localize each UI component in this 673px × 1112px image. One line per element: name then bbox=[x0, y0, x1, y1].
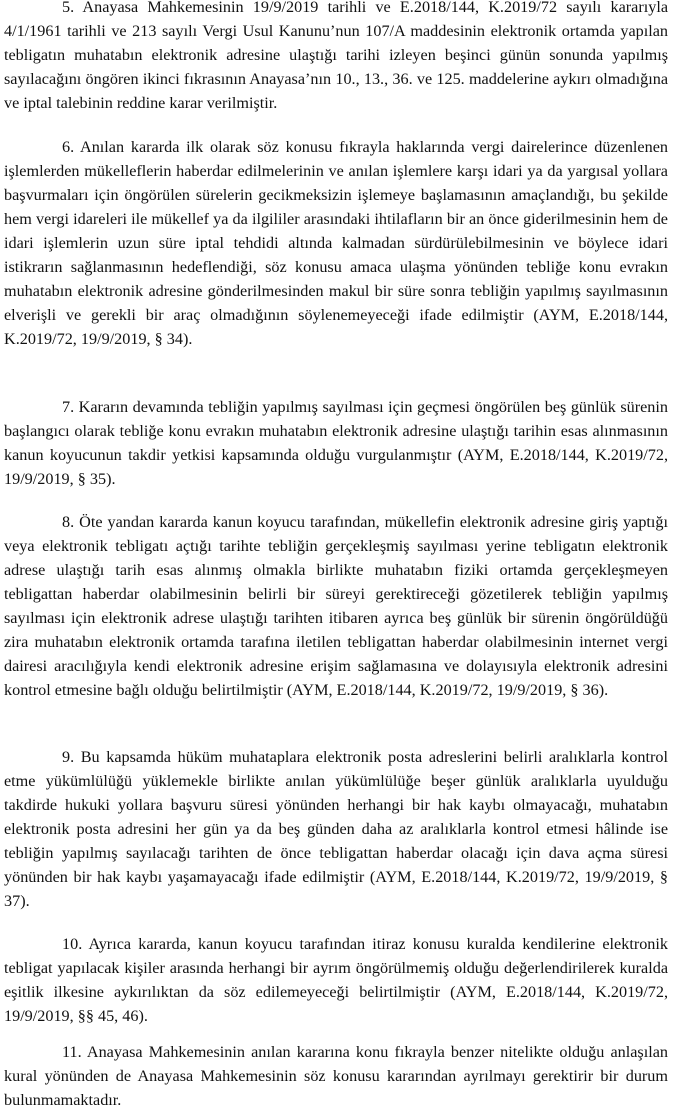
paragraph-5: 5. Anayasa Mahkemesinin 19/9/2019 tarihli ve E.2018/144, K.2019/72 sayılı kararıyla 4/1/1961 tarihli ve 213 sayılı Vergi Usul Kanunu’nun 107/A maddesinin elektronik ortamda yapılan tebligatın muhatabın elektronik adresine ulaştığı tarihi izleyen beşinci günün sonunda yapılmış sayılacağını öngören ikinci fıkrasının Anayasa’nın 10., 13., 36. ve 125. maddelerine aykırı olmadığına ve iptal talebinin reddine karar verilmiştir. bbox=[4, 0, 668, 112]
paragraph-9: 9. Bu kapsamda hüküm muhataplara elektronik posta adreslerini belirli aralıklarla kontrol etme yükümlülüğü yüklemekle birlikte anılan yükümlülüğe beşer günlük aralıklarla uyulduğu takdirde hukuki yollara başvuru süresi yönünden herhangi bir hak kaybı olmayacağı, muhatabın elektronik posta adresini her gün ya da beş günden daha az aralıklarla kontrol etmesi hâlinde ise tebliğin yapılmış sayılacağı tarihten de önce tebligattan haberdar olacağı için dava açma süresi yönünden bir hak kaybı yaşamayacağı ifade edilmiştir (AYM, E.2018/144, K.2019/72, 19/9/2019, § 37). bbox=[4, 748, 668, 910]
paragraph-7: 7. Kararın devamında tebliğin yapılmış sayılması için geçmesi öngörülen beş günlük sürenin başlangıcı olarak tebliğe konu evrakın muhatabın elektronik adresine ulaştığı tarihin esas alınmasının kanun koyucunun takdir yetkisi kapsamında olduğu vurgulanmıştır (AYM, E.2018/144, K.2019/72, 19/9/2019, § 35). bbox=[4, 398, 668, 488]
paragraph-11: 11. Anayasa Mahkemesinin anılan kararına konu fıkrayla benzer nitelikte olduğu anlaşılan kural yönünden de Anayasa Mahkemesinin söz konusu kararından ayrılmayı gerektirir bir durum bulunmamaktadır. bbox=[4, 1043, 668, 1109]
paragraph-10: 10. Ayrıca kararda, kanun koyucu tarafından itiraz konusu kuralda kendilerine elektronik tebligat yapılacak kişiler arasında herhangi bir ayrım öngörülmemiş olduğu değerlendirilerek kuralda eşitlik ilkesine aykırılıktan da söz edilemeyeceği belirtilmiştir (AYM, E.2018/144, K.2019/72, 19/9/2019, §§ 45, 46). bbox=[4, 935, 668, 1025]
paragraph-6: 6. Anılan kararda ilk olarak söz konusu fıkrayla haklarında vergi dairelerince düzenlenen işlemlerden mükelleflerin haberdar edilmelerinin ve anılan işlemlere karşı idari ya da yargısal yollara başvurmaları için öngörülen sürelerin gecikmeksizin işlemeye başlamasının amaçlandığı, bu şekilde hem vergi idareleri ile mükellef ya da ilgililer arasındaki ihtilafların bir an önce giderilmesinin hem de idari işlemlerin uzun süre iptal tehdidi altında kalmadan sürdürülebilmesinin ve böylece idari istikrarın sağlanmasının hedeflendiği, söz konusu amaca ulaşma yönünden tebliğe konu evrakın muhatabın elektronik adresine gönderilmesinden makul bir süre sonra tebliğin yapılmış sayılmasının elverişli ve gerekli bir araç olmadığının söylenemeyeceği ifade edilmiştir (AYM, E.2018/144, K.2019/72, 19/9/2019, § 34). bbox=[4, 138, 668, 348]
paragraph-8: 8. Öte yandan kararda kanun koyucu tarafından, mükellefin elektronik adresine giriş yaptığı veya elektronik tebligatı açtığı tarihte tebliğin gerçekleşmiş sayılması yerine tebligatın elektronik adrese ulaştığı tarih esas alınmış olmakla birlikte muhatabın fiziki ortamda gerçekleşmeyen tebligattan haberdar olabilmesinin belirli bir süreyi gerektireceği gözetilerek tebliğin yapılmış sayılması için elektronik adrese ulaştığı tarihten itibaren ayrıca beş günlük bir sürenin öngörüldüğü zira muhatabın elektronik ortamda tarafına iletilen tebligattan haberdar olabilmesinin internet vergi dairesi aracılığıyla kendi elektronik adresine erişim sağlamasına ve dolayısıyla elektronik adresini kontrol etmesine bağlı olduğu belirtilmiştir (AYM, E.2018/144, K.2019/72, 19/9/2019, § 36). bbox=[4, 513, 668, 699]
